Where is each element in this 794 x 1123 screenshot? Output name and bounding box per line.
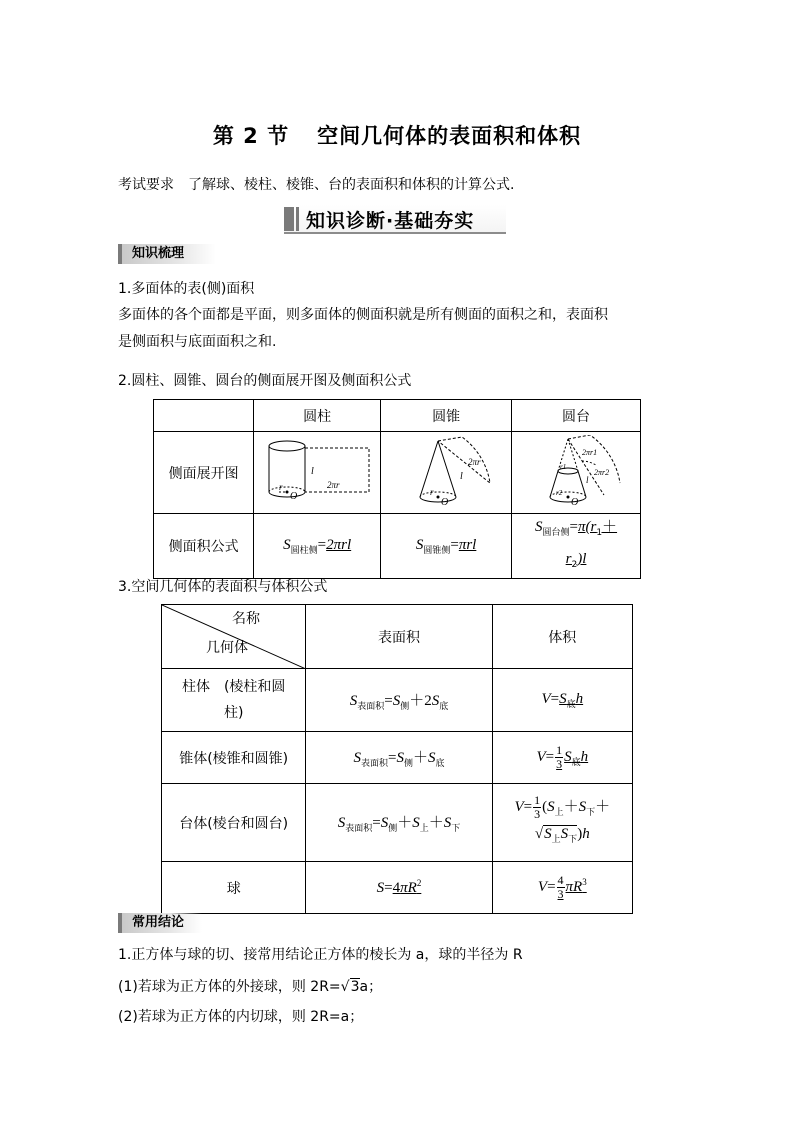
header-frustum: 圆台 — [512, 400, 641, 432]
cyl-value: 2πrl — [326, 536, 352, 553]
item1-pre: (1)若球为正方体的外接球，则 2R= — [118, 979, 341, 995]
sub-bottom: 底 — [571, 757, 581, 768]
banner-bar-thin — [296, 207, 299, 231]
row-label-development: 侧面展开图 — [154, 432, 254, 514]
frac-den: 3 — [557, 887, 564, 901]
cone-label-l: l — [460, 470, 463, 482]
section-number: 第 2 节 — [212, 124, 290, 148]
knowledge-tag: 知识梳理 — [118, 244, 216, 264]
section-banner — [284, 205, 506, 234]
frus-label-l: l — [586, 474, 589, 485]
frus-label-r1: r1 — [560, 462, 567, 471]
frustum-lateral-formula — [512, 514, 641, 579]
conclusion-tag: 常用结论 — [118, 913, 202, 933]
cone-label-r: r — [430, 486, 434, 497]
sec1-heading: 1.多面体的表(侧)面积 — [118, 281, 255, 297]
frustum-surface-formula: $S_{表面积}=S_侧+S_上+S_下$ — [306, 784, 492, 862]
sub-surface: 表面积 — [360, 759, 388, 769]
frac-den: 3 — [556, 757, 563, 771]
sub-side: 侧 — [388, 824, 398, 834]
cone-eq: = — [450, 536, 459, 553]
corner-empty — [154, 400, 254, 432]
frac-num: 1 — [534, 792, 541, 807]
sub-bottom: 底 — [566, 699, 576, 710]
sphere-surface-formula: $S=4\pi R^2$ — [306, 862, 492, 914]
sub-top: 上 — [419, 824, 429, 834]
sub-lower: 下 — [568, 835, 578, 846]
row-label-formula: 侧面积公式 — [154, 514, 254, 579]
cyl-S: S — [283, 536, 291, 553]
frus-eq: = — [569, 519, 578, 535]
requirement-label: 考试要求 — [118, 177, 174, 193]
sub-top: 上 — [551, 835, 561, 846]
corner-diagonal-cell — [162, 605, 306, 669]
cone-development-figure — [386, 435, 506, 507]
cone-figure-cell — [381, 432, 512, 514]
prism-name-line1: 柱体 (棱柱和圆 — [181, 679, 286, 695]
row-pyramid-name: 锥体(棱锥和圆锥) — [162, 732, 306, 784]
sub-surface: 表面积 — [345, 824, 373, 834]
cylinder-lateral-formula — [254, 514, 381, 579]
sec3-heading: 3.空间几何体的表面积与体积公式 — [118, 579, 328, 595]
sphere-volume-formula: V= $\frac{4}{3}$ $\pi R^3$ — [492, 862, 632, 914]
row-sphere-name: 球 — [162, 862, 306, 914]
cone-value: πrl — [458, 536, 477, 553]
sec1-para-line2: 是侧面积与底面面积之和. — [118, 334, 277, 350]
exam-requirement — [118, 174, 514, 194]
corner-top-label: 名称 — [232, 611, 260, 627]
frus-val1: π(r — [577, 519, 597, 535]
banner-bar — [284, 207, 294, 231]
cone-S-sub: 圆锥侧 — [423, 545, 451, 556]
sub-bottom: 底 — [435, 759, 445, 769]
item1-post: a； — [359, 979, 383, 995]
header-cylinder: 圆柱 — [254, 400, 381, 432]
requirement-text: 了解球、棱柱、棱锥、台的表面积和体积的计算公式. — [188, 177, 515, 193]
corner-bottom-label: 几何体 — [206, 640, 248, 656]
cone-label-O: O — [441, 496, 449, 507]
frus-label-2pir2: 2πr2 — [594, 467, 610, 477]
pyramid-volume-formula: V= $\frac{1}{3}$ $S_底h$ — [492, 732, 632, 784]
header-volume: 体积 — [492, 605, 632, 669]
volume-table — [161, 604, 633, 914]
frustum-figure-cell — [512, 432, 641, 514]
cylinder-development-figure — [257, 436, 377, 506]
prism-volume-formula: $V=S_底h$ — [492, 669, 632, 732]
sec1-paragraph — [118, 302, 678, 356]
frus-S-sub: 圆台侧 — [542, 528, 570, 538]
frus-sub2: 2 — [571, 560, 578, 570]
frustum-development-figure — [516, 435, 636, 507]
prism-surface-formula: $S_{表面积}=S_侧+2S_底$ — [306, 669, 492, 732]
cone-label-2pir: 2πr — [468, 456, 481, 467]
cyl-label-r: r — [279, 481, 283, 492]
sub-lower: 下 — [451, 824, 461, 834]
sec4-heading: 1.正方体与球的切、接常用结论正方体的棱长为 a，球的半径为 R — [118, 947, 523, 963]
cone-lateral-formula — [381, 514, 512, 579]
sub-bottom: 底 — [439, 701, 449, 712]
frus-sub1: 1 — [596, 528, 603, 538]
pyramid-surface-formula: $S_{表面积}=S_侧+S_底$ — [306, 732, 492, 784]
cylinder-figure-cell — [254, 432, 381, 514]
header-cone: 圆锥 — [381, 400, 512, 432]
cyl-S-sub: 圆柱侧 — [290, 545, 318, 556]
cyl-label-O: O — [290, 490, 298, 502]
sec1-para-line1: 多面体的各个面都是平面，则多面体的侧面积就是所有侧面的面积之和，表面积 — [118, 307, 608, 323]
frus-S: S — [534, 519, 543, 535]
sub-surface: 表面积 — [357, 701, 385, 712]
frac-num: 4 — [557, 873, 564, 887]
frustum-volume-formula: V= $\frac{1}{3}$ ($S_上+S_下+$ $√S_上S_下)h$ — [492, 784, 632, 862]
cyl-label-l: l — [311, 465, 314, 477]
header-surface-area: 表面积 — [306, 605, 492, 669]
frus-val2: r — [565, 551, 572, 567]
section-name: 空间几何体的表面积和体积 — [317, 124, 582, 148]
sub-side: 侧 — [400, 701, 410, 712]
sec4-item2: (2)若球为正方体的内切球，则 2R=a； — [118, 1009, 364, 1025]
lateral-area-table — [153, 399, 641, 579]
sup-two: 2 — [416, 878, 422, 888]
sub-lower: 下 — [586, 807, 596, 818]
sub-top: 上 — [554, 807, 564, 818]
row-frustum-name: 台体(棱台和圆台) — [162, 784, 306, 862]
cyl-eq: = — [317, 536, 327, 553]
cyl-label-2pir: 2πr — [327, 479, 340, 490]
cone-S: S — [415, 536, 424, 553]
sec2-heading: 2.圆柱、圆锥、圆台的侧面展开图及侧面积公式 — [118, 373, 412, 389]
frus-plus: ＋ — [602, 519, 618, 535]
frus-label-r2: r2 — [556, 488, 563, 497]
row-prism-name — [162, 669, 306, 732]
banner-text: 知识诊断·基础夯实 — [306, 210, 475, 232]
sec4-item1: (1)若球为正方体的外接球，则 2R=√3a； — [118, 979, 383, 995]
prism-name-line2: 柱) — [223, 705, 244, 721]
frus-label-O: O — [571, 496, 579, 507]
page-title — [0, 120, 794, 150]
frac-num: 1 — [556, 743, 563, 757]
frac-den: 3 — [534, 806, 541, 821]
frus-val3: )l — [577, 551, 587, 567]
sub-side: 侧 — [403, 759, 413, 769]
frus-label-2pir1: 2πr1 — [582, 447, 598, 457]
item1-radicand: 3 — [350, 979, 360, 995]
